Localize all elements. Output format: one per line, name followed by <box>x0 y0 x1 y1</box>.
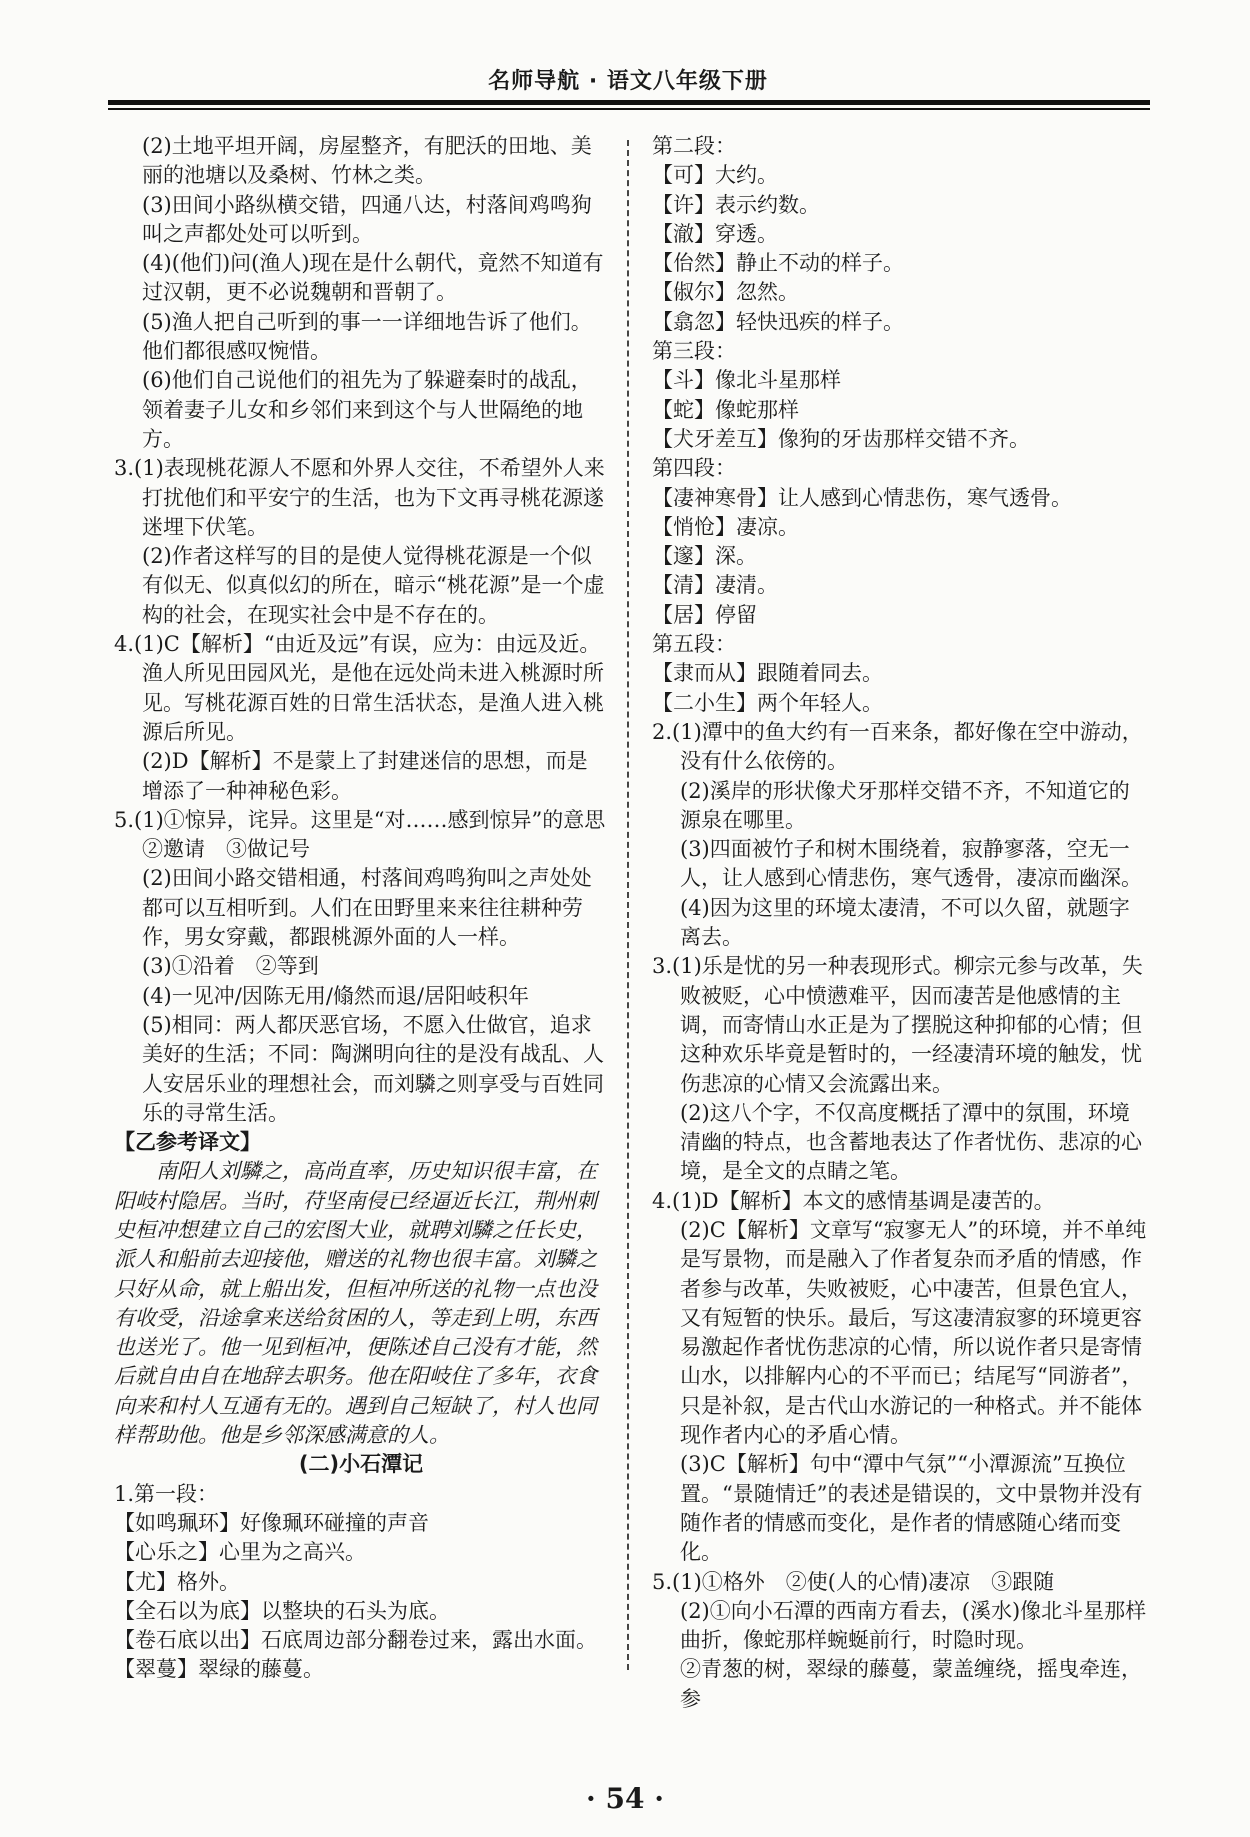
left-paragraph: 1.第一段： <box>114 1481 219 1506</box>
right-paragraph: 第四段： <box>652 456 736 481</box>
left-paragraph: 【卷石底以出】石底周边部分翻卷过来，露出水面。 <box>114 1628 597 1653</box>
left-paragraph: (3)田间小路纵横交错，四通八达，村落间鸡鸣狗叫之声都处处可以听到。 <box>142 192 592 246</box>
right-paragraph: (2)①向小石潭的西南方看去，(溪水)像北斗星那样曲折，像蛇那样蜿蜒前行，时隐时现。 <box>680 1598 1147 1653</box>
column-divider <box>627 140 629 1670</box>
left-paragraph: (2)D【解析】不是蒙上了封建迷信的思想，而是增添了一种神秘色彩。 <box>142 749 588 803</box>
right-paragraph: 【许】表示约数。 <box>652 192 820 217</box>
left-paragraph: 南阳人刘驎之，高尚直率，历史知识很丰富，在阳岐村隐居。当时，苻坚南侵已经逼近长江，荆州刺史桓冲想建立自己的宏图大业，就聘刘驎之任长史，派人和船前去迎接他，赠送的礼物也很丰富。刘驎之只好从命，就上船出发，但桓冲所送的礼物一点也没有收受，沿途拿来送给贫困的人，等走到上明，东西也送光了。他一见到桓冲，便陈述自己没有才能，然后就自由自在地辞去职务。他在阳岐住了多年，衣食向来和村人互通有无的。遇到自己短缺了，村人也同样帮助他。他是乡邻深感满意的人。 <box>114 1159 597 1448</box>
left-paragraph: (二)小石潭记 <box>298 1452 424 1477</box>
right-paragraph: (2)C【解析】文章写“寂寥无人”的环境，并不单纯是写景物，而是融入了作者复杂而矛盾的情感，作者参与改革，失败被贬，心中凄苦，但景色宜人，又有短暂的快乐。最后，写这凄清寂寥的环境更容易激起作者忧伤悲凉的心情，所以说作者只是寄情山水，以排解内心的不平而已；结尾写“同游者”，只是补叙，是古代山水游记的一种格式。并不能体现作者内心的矛盾心情。 <box>680 1217 1147 1448</box>
left-paragraph: 【如鸣珮环】好像珮环碰撞的声音 <box>114 1510 429 1535</box>
right-paragraph: 【悄怆】凄凉。 <box>652 514 799 539</box>
right-paragraph: (3)四面被竹子和树木围绕着，寂静寥落，空无一人，让人感到心情悲伤，寒气透骨，凄凉而幽深。 <box>680 837 1142 891</box>
right-paragraph: (4)因为这里的环境太凄清，不可以久留，就题字离去。 <box>680 895 1130 950</box>
page-number: · 54 · <box>586 1782 664 1815</box>
right-paragraph: 第二段： <box>652 134 736 158</box>
right-paragraph: (2)溪岸的形状像犬牙那样交错不齐，不知道它的源泉在哪里。 <box>680 778 1130 832</box>
left-paragraph: 【乙参考译文】 <box>114 1130 261 1155</box>
left-paragraph: (5)相同：两人都厌恶官场，不愿入仕做官，追求美好的生活；不同：陶渊明向往的是没有战乱、人人安居乐业的理想社会，而刘驎之则享受与百姓同乐的寻常生活。 <box>142 1012 604 1125</box>
right-paragraph: 【澈】穿透。 <box>652 221 778 246</box>
left-column <box>114 132 627 1685</box>
header-title: 名师导航 · 语文八年级下册 <box>488 69 768 94</box>
header-rule-thick <box>108 100 1150 105</box>
right-paragraph: 第三段： <box>652 339 736 364</box>
right-paragraph: 【蛇】像蛇那样 <box>652 397 799 422</box>
left-paragraph: 4.(1)C【解析】“由近及远”有误，应为：由远及近。渔人所见田园风光，是他在远处尚未进入桃源时所见。写桃花源百姓的日常生活状态，是渔人进入桃源后所见。 <box>114 632 604 744</box>
right-paragraph: 【清】凄清。 <box>652 573 778 598</box>
right-column <box>652 132 1148 1714</box>
right-paragraph: 【二小生】两个年轻人。 <box>652 690 883 715</box>
right-paragraph: 2.(1)潭中的鱼大约有一百来条，都好像在空中游动，没有什么依傍的。 <box>652 719 1143 774</box>
left-paragraph: (2)作者这样写的目的是使人觉得桃花源是一个似有似无、似真似幻的所在，暗示“桃花源”是一个虚构的社会，在现实社会中是不存在的。 <box>142 544 605 627</box>
right-paragraph: 3.(1)乐是忧的另一种表现形式。柳宗元参与改革，失败被贬，心中愤懑难平，因而凄苦是他感情的主调，而寄情山水正是为了摆脱这种抑郁的心情；但这种欢乐毕竟是暂时的，一经凄清环境的触发，忧伤悲凉的心情又会流露出来。 <box>652 954 1143 1096</box>
right-paragraph: 【斗】像北斗星那样 <box>652 368 841 393</box>
left-paragraph: (5)渔人把自己听到的事一一详细地告诉了他们。他们都很感叹惋惜。 <box>142 309 592 364</box>
right-paragraph: 【隶而从】跟随着同去。 <box>652 661 883 686</box>
left-paragraph: 5.(1)①惊异，诧异。这里是“对……感到惊异”的意思 ②邀请 ③做记号 <box>114 807 627 862</box>
left-paragraph: (3)①沿着 ②等到 <box>142 954 319 979</box>
left-paragraph: 【尤】格外。 <box>114 1569 240 1594</box>
left-paragraph: 【全石以为底】以整块的石头为底。 <box>114 1598 450 1623</box>
left-paragraph: 3.(1)表现桃花源人不愿和外界人交往，不希望外人来打扰他们和平安宁的生活，也为下文再寻桃花源遂迷埋下伏笔。 <box>114 456 605 539</box>
right-paragraph: 【可】大约。 <box>652 163 778 188</box>
left-paragraph: (4)(他们)问(渔人)现在是什么朝代，竟然不知道有过汉朝，更不必说魏朝和晋朝了。 <box>142 251 604 305</box>
right-paragraph: 【翕忽】轻快迅疾的样子。 <box>652 309 904 334</box>
left-paragraph: (4)一见冲/因陈无用/翛然而退/居阳岐积年 <box>142 983 529 1008</box>
right-paragraph: 【邃】深。 <box>652 544 757 569</box>
right-paragraph: 【佁然】静止不动的样子。 <box>652 251 904 276</box>
header-rule-thin <box>108 108 1150 110</box>
right-paragraph: 【凄神寒骨】让人感到心情悲伤，寒气透骨。 <box>652 485 1072 510</box>
right-paragraph: 4.(1)D【解析】本文的感情基调是凄苦的。 <box>652 1188 1055 1213</box>
right-paragraph: 5.(1)①格外 ②使(人的心情)凄凉 ③跟随 <box>652 1569 1055 1594</box>
right-paragraph: 【俶尔】忽然。 <box>652 280 799 305</box>
right-paragraph: ②青葱的树，翠绿的藤蔓，蒙盖缠绕，摇曳牵连，参 <box>680 1657 1142 1711</box>
right-paragraph: 第五段： <box>652 632 736 657</box>
left-paragraph: 【心乐之】心里为之高兴。 <box>114 1540 366 1565</box>
right-paragraph: (2)这八个字，不仅高度概括了潭中的氛围，环境清幽的特点，也含蓄地表达了作者忧伤、悲凉的心境，是全文的点睛之笔。 <box>680 1100 1142 1184</box>
left-paragraph: (6)他们自己说他们的祖先为了躲避秦时的战乱，领着妻子儿女和乡邻们来到这个与人世隔绝的地方。 <box>142 368 592 451</box>
right-paragraph: 【居】停留 <box>652 602 757 627</box>
right-paragraph: 【犬牙差互】像狗的牙齿那样交错不齐。 <box>652 426 1030 451</box>
left-paragraph: (2)土地平坦开阔，房屋整齐，有肥沃的田地、美丽的池塘以及桑树、竹林之类。 <box>142 134 592 188</box>
right-paragraph: (3)C【解析】句中“潭中气氛”“小潭源流”互换位置。“景随情迁”的表述是错误的，文中景物并没有随作者的情感而变化，是作者的情感随心绪而变化。 <box>680 1452 1143 1565</box>
left-paragraph: (2)田间小路交错相通，村落间鸡鸣狗叫之声处处都可以互相听到。人们在田野里来来往往耕种劳作，男女穿戴，都跟桃源外面的人一样。 <box>142 866 592 950</box>
left-paragraph: 【翠蔓】翠绿的藤蔓。 <box>114 1657 324 1682</box>
